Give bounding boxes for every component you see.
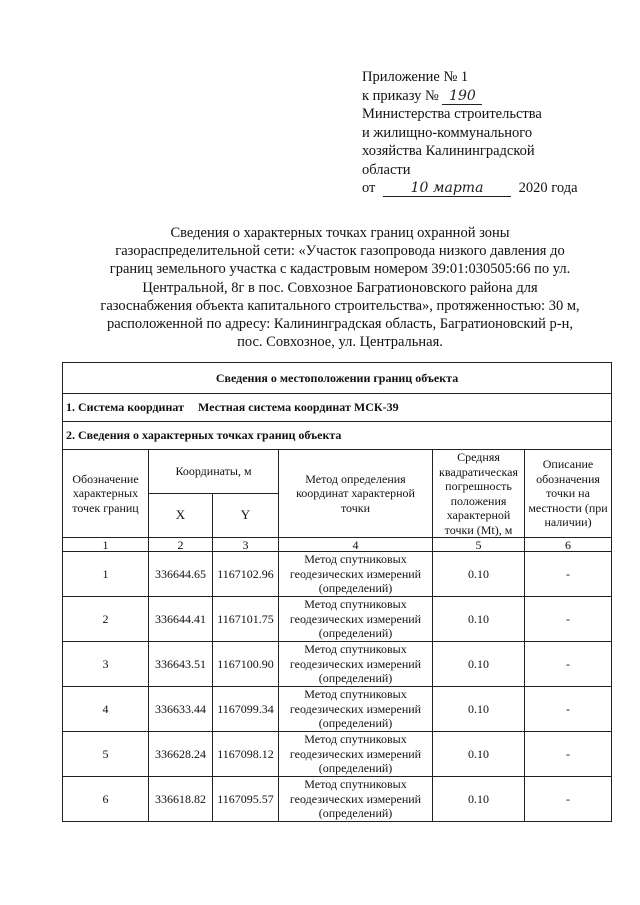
cell-point: 4 xyxy=(63,687,149,732)
cell-x: 336633.44 xyxy=(149,687,213,732)
document-heading xyxy=(60,224,620,351)
column-number: 6 xyxy=(525,538,612,552)
table-row xyxy=(63,597,612,642)
ministry-line-2: и жилищно-коммунального xyxy=(362,124,533,141)
cell-error: 0.10 xyxy=(433,777,525,822)
cell-method: Метод спутниковых геодезических измерений (определений) xyxy=(279,597,433,642)
cell-method: Метод спутниковых геодезических измерений (определений) xyxy=(279,642,433,687)
heading-line-3: границ земельного участка с кадастровым номером 39:01:030505:66 по ул. xyxy=(109,261,571,278)
table-row xyxy=(63,552,612,597)
cell-y: 1167095.57 xyxy=(213,777,279,822)
heading-line-4: Центральной, 8г в пос. Совхозное Багратионовского района для xyxy=(142,279,538,296)
cell-description: - xyxy=(525,552,612,597)
cell-x: 336644.65 xyxy=(149,552,213,597)
cell-description: - xyxy=(525,687,612,732)
cell-y: 1167099.34 xyxy=(213,687,279,732)
cell-description: - xyxy=(525,777,612,822)
heading-line-1: Сведения о характерных точках границ охранной зоны xyxy=(170,225,510,241)
column-number: 4 xyxy=(279,538,433,552)
cell-error: 0.10 xyxy=(433,597,525,642)
cell-description: - xyxy=(525,642,612,687)
cell-point: 6 xyxy=(63,777,149,822)
column-number: 5 xyxy=(433,538,525,552)
heading-line-6: расположенной по адресу: Калининградская область, Багратионовский р-н, xyxy=(106,316,574,333)
points-section-label: 2. Сведения о характерных точках границ объекта xyxy=(63,422,612,450)
header-x: X xyxy=(149,494,213,538)
cell-method: Метод спутниковых геодезических измерений (определений) xyxy=(279,687,433,732)
cell-y: 1167098.12 xyxy=(213,732,279,777)
column-numbers-row xyxy=(63,538,612,552)
date-line xyxy=(362,179,612,198)
cell-point: 1 xyxy=(63,552,149,597)
header-description: Описание обозначения точки на местности (при наличии) xyxy=(525,450,612,538)
appendix-block xyxy=(362,68,612,198)
boundary-points-table xyxy=(62,362,612,822)
column-number: 1 xyxy=(63,538,149,552)
cell-description: - xyxy=(525,597,612,642)
table-row xyxy=(63,687,612,732)
header-coords: Координаты, м xyxy=(149,450,279,494)
cell-method: Метод спутниковых геодезических измерений (определений) xyxy=(279,777,433,822)
heading-line-7: пос. Совхозное, ул. Центральная. xyxy=(237,334,443,351)
date-prefix: от xyxy=(362,180,376,196)
cell-description: - xyxy=(525,732,612,777)
header-method: Метод определения координат характерной точки xyxy=(279,450,433,538)
cell-error: 0.10 xyxy=(433,642,525,687)
table-title: Сведения о местоположении границ объекта xyxy=(63,363,612,394)
appendix-title: Приложение № 1 xyxy=(362,69,469,85)
ministry-line-1: Министерства строительства xyxy=(362,106,542,122)
header-y: Y xyxy=(213,494,279,538)
table-row xyxy=(63,777,612,822)
table-row xyxy=(63,732,612,777)
header-point: Обозначение характерных точек границ xyxy=(63,450,149,538)
cell-point: 3 xyxy=(63,642,149,687)
cell-x: 336618.82 xyxy=(149,777,213,822)
cell-y: 1167101.75 xyxy=(213,597,279,642)
cell-point: 2 xyxy=(63,597,149,642)
cell-x: 336644.41 xyxy=(149,597,213,642)
header-error: Средняя квадратическая погрешность положения характерной точки (Mt), м xyxy=(433,450,525,538)
cell-y: 1167100.90 xyxy=(213,642,279,687)
cell-error: 0.10 xyxy=(433,732,525,777)
date-suffix: 2020 года xyxy=(518,180,578,196)
date-handwritten: 10 марта xyxy=(383,181,511,197)
coordinate-system-row xyxy=(63,394,612,422)
order-prefix: к приказу № xyxy=(362,87,439,104)
column-number: 2 xyxy=(149,538,213,552)
table-row xyxy=(63,642,612,687)
ministry-line-3: хозяйства Калининградской xyxy=(362,143,535,159)
cell-method: Метод спутниковых геодезических измерений (определений) xyxy=(279,552,433,597)
cell-x: 336628.24 xyxy=(149,732,213,777)
cell-x: 336643.51 xyxy=(149,642,213,687)
cell-point: 5 xyxy=(63,732,149,777)
coordinate-system-value: Местная система координат МСК-39 xyxy=(197,400,399,415)
cell-error: 0.10 xyxy=(433,552,525,597)
heading-line-5: газоснабжения объекта капитального строительства», протяженностью: 30 м, xyxy=(100,297,580,314)
column-number: 3 xyxy=(213,538,279,552)
cell-error: 0.10 xyxy=(433,687,525,732)
heading-line-2: газораспределительной сети: «Участок газопровода низкого давления до xyxy=(115,243,565,260)
order-number-handwritten: 190 xyxy=(442,89,482,105)
coordinate-system-label: 1. Система координат xyxy=(66,400,184,415)
order-line xyxy=(362,87,612,106)
ministry-line-4: области xyxy=(362,161,411,178)
cell-y: 1167102.96 xyxy=(213,552,279,597)
cell-method: Метод спутниковых геодезических измерений (определений) xyxy=(279,732,433,777)
